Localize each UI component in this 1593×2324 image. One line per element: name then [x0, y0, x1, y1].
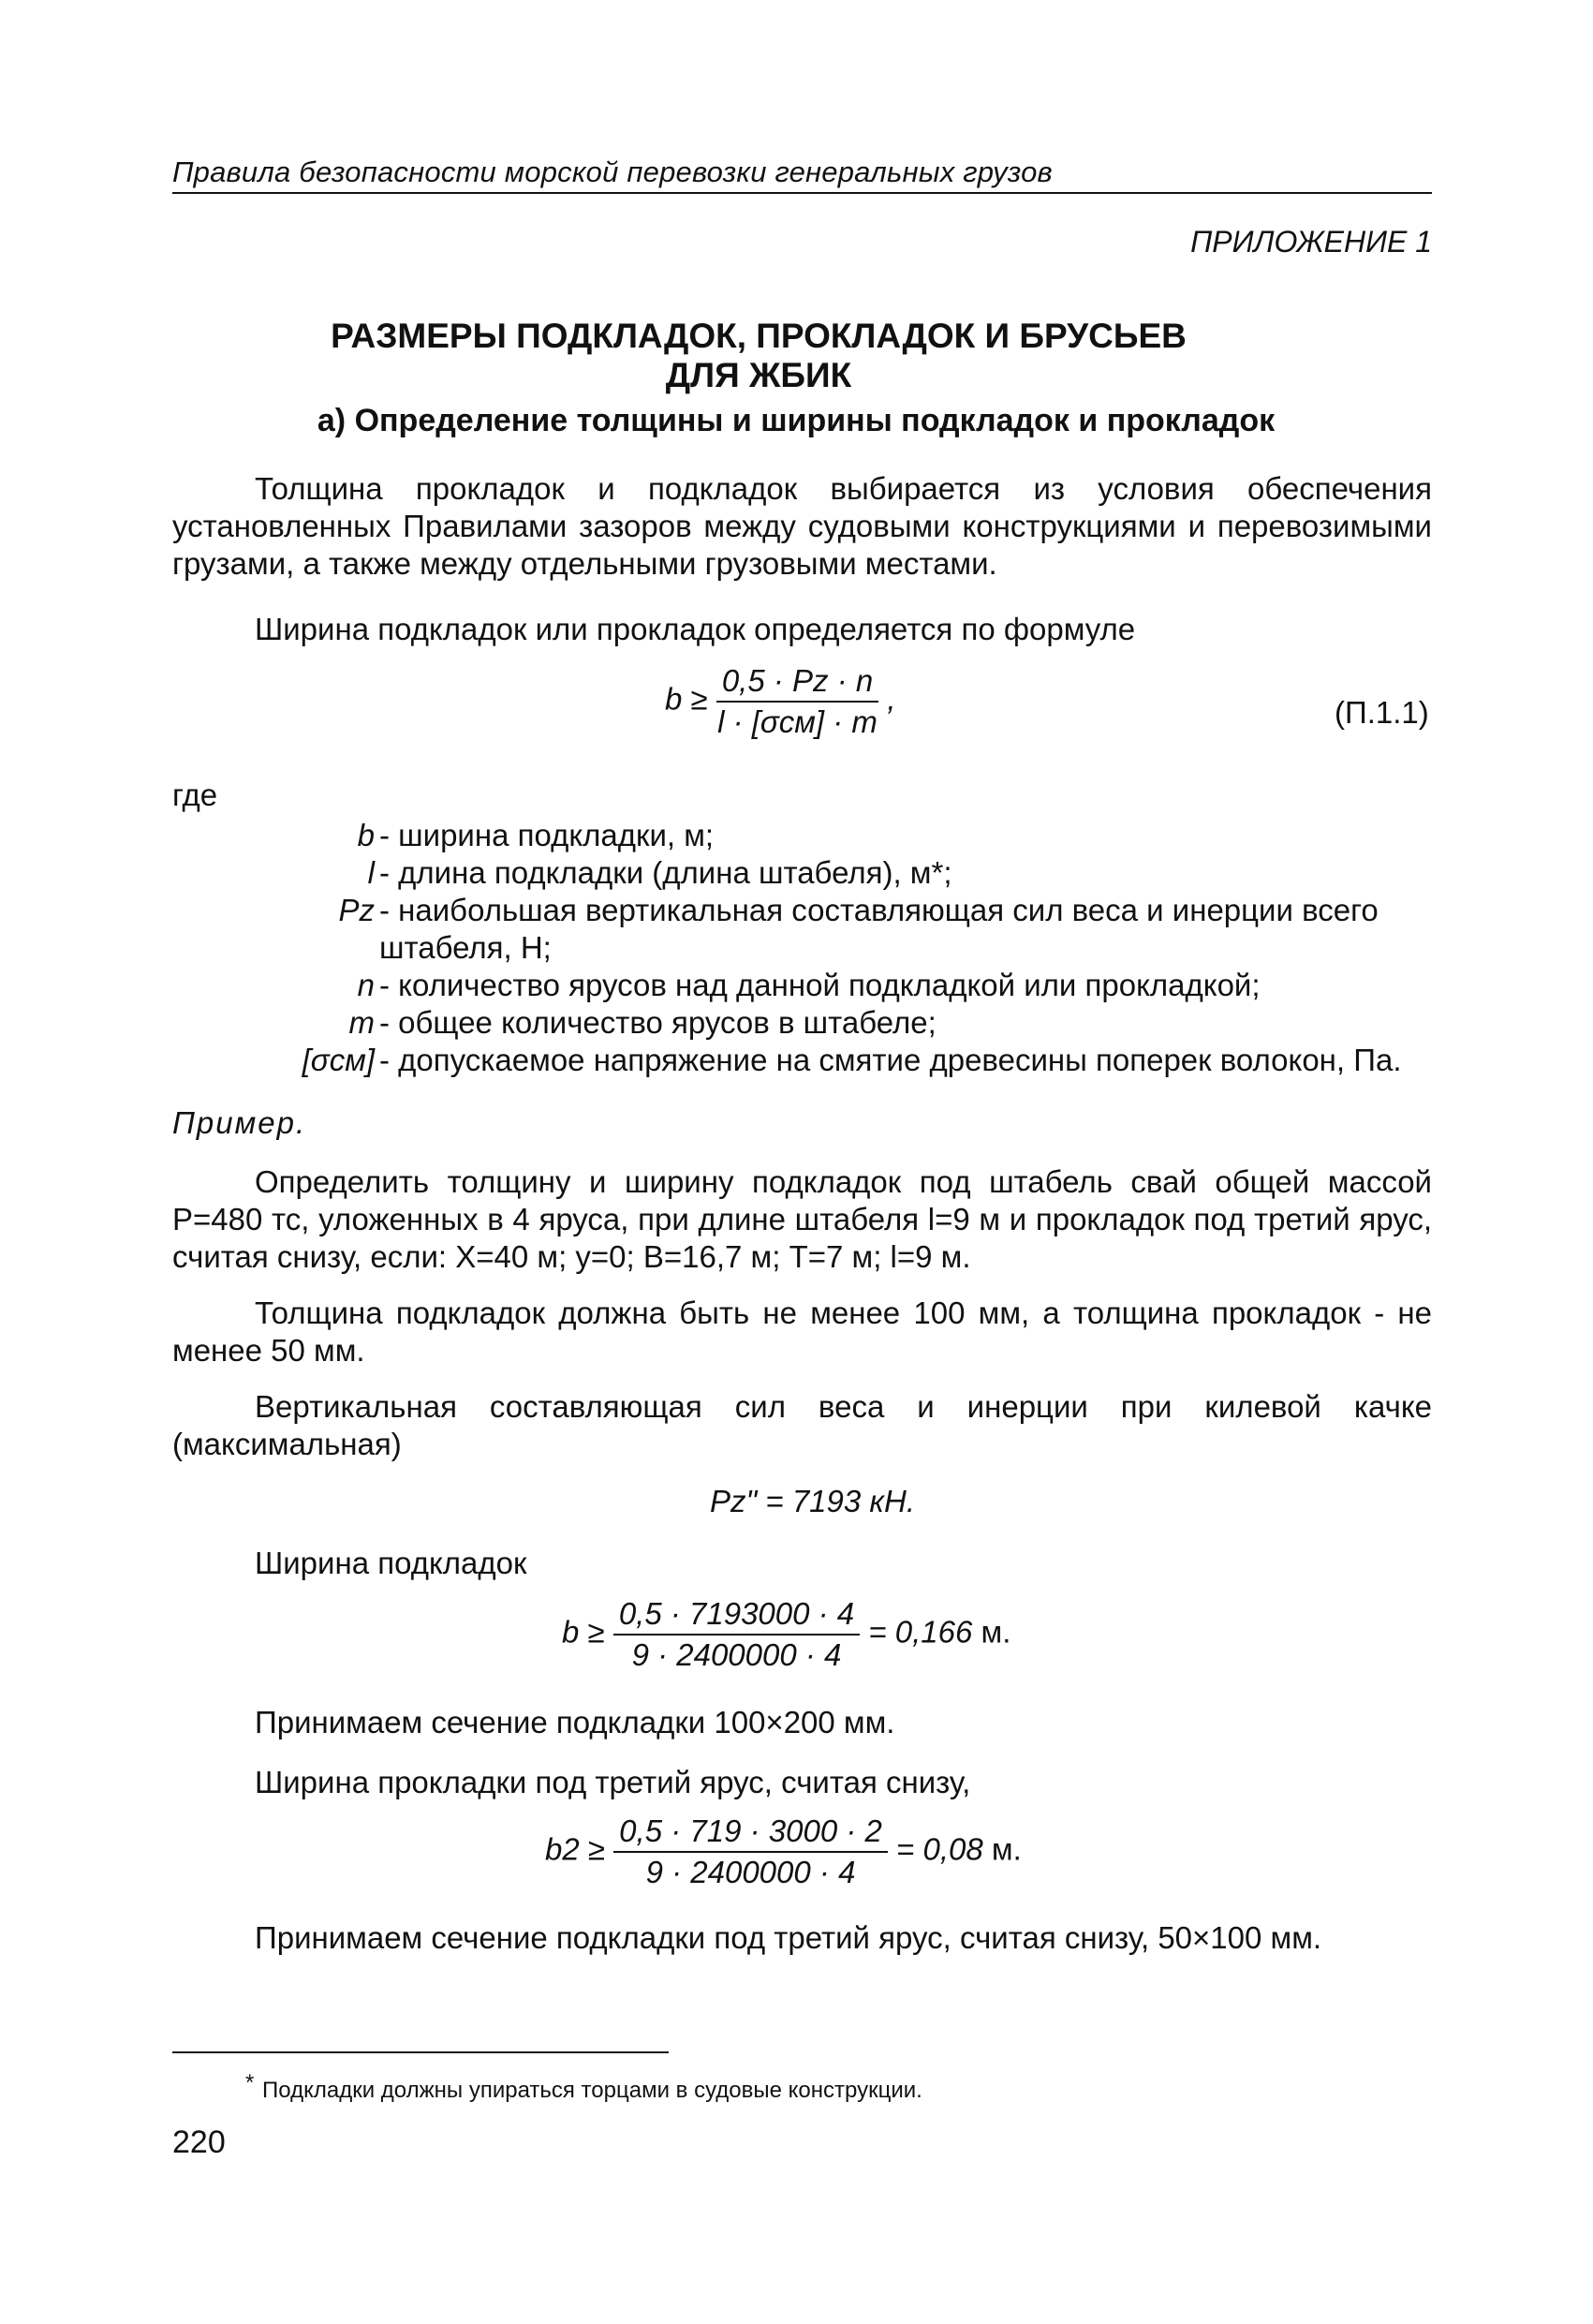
- legend-text: - количество ярусов над данной подкладкой или прокладкой;: [379, 968, 1261, 1002]
- footnote-rule: [172, 2051, 669, 2053]
- formula-number: (П.1.1): [1335, 695, 1429, 730]
- where-label: где: [172, 777, 218, 812]
- legend-text: - ширина подкладки, м;: [379, 818, 715, 852]
- example-heading: Пример.: [172, 1105, 307, 1140]
- formula-width-calc-fraction: [613, 1596, 860, 1673]
- formula-width: [665, 663, 896, 740]
- legend-symbol: n: [357, 968, 375, 1002]
- paragraph-width-formula-intro: Ширина подкладок или прокладок определяется по формуле: [255, 612, 1136, 646]
- footnote-marker: *: [245, 2070, 255, 2095]
- formula-width2-calc-fraction: [613, 1813, 888, 1890]
- width2-label: Ширина прокладки под третий ярус, считая снизу,: [255, 1765, 971, 1799]
- legend-item-pz: [0, 892, 1593, 967]
- formula-width2-calc-numerator: 0,5 · 719 · 3000 · 2: [613, 1813, 888, 1853]
- accept-section-2: Принимаем сечение подкладки под третий ярус, считая снизу, 50×100 мм.: [255, 1920, 1322, 1955]
- formula-width-calc-numerator: 0,5 · 7193000 · 4: [613, 1596, 860, 1636]
- legend-text: - наибольшая вертикальная составляющая сил веса и инерции всего штабеля, Н;: [379, 893, 1379, 965]
- formula-width-calc: [562, 1596, 1010, 1673]
- legend-symbol: m: [348, 1005, 375, 1040]
- formula-width-numerator: 0,5 · Pz · n: [716, 663, 878, 703]
- legend-item-l: [0, 854, 1593, 892]
- formula-width-calc-denominator: 9 · 2400000 · 4: [631, 1637, 842, 1672]
- formula-width-lhs: b ≥: [665, 681, 708, 717]
- accept-section-1: Принимаем сечение подкладки 100×200 мм.: [255, 1705, 895, 1739]
- formula-width-denominator: l · [σсм] · m: [717, 704, 878, 739]
- paragraph-thickness-intro: Толщина прокладок и подкладок выбирается из условия обеспечения установленных Правилами зазоров между судовыми конструкциями и перевозимыми грузами, а также между отдельными грузовыми местами.: [172, 471, 1432, 581]
- legend-symbol: [σсм]: [302, 1043, 375, 1077]
- formula-width2-calc: [545, 1813, 1022, 1890]
- example-paragraph: Определить толщину и ширину подкладок под штабель свай общей массой P=480 тс, уложенных в 4 яруса, при длине штабеля l=9 м и прокладок под третий ярус, считая снизу, если: X=40 м; y=0; B=16,7 м; T=7 м; l=9 м.: [172, 1164, 1432, 1274]
- formula-width-tail: ,: [887, 681, 896, 717]
- legend-text: - длина подкладки (длина штабеля), м*;: [379, 855, 952, 890]
- appendix-label: ПРИЛОЖЕНИЕ 1: [1190, 225, 1432, 259]
- formula-width-calc-unit: м.: [981, 1614, 1011, 1650]
- section-a-heading: а) Определение толщины и ширины подкладок и прокладок: [317, 403, 1276, 438]
- title-line-1: РАЗМЕРЫ ПОДКЛАДОК, ПРОКЛАДОК И БРУСЬЕВ: [331, 317, 1187, 355]
- title-line-2: ДЛЯ ЖБИК: [665, 356, 852, 394]
- formula-width2-calc-denominator: 9 · 2400000 · 4: [645, 1855, 856, 1889]
- legend-symbol: l: [367, 855, 375, 890]
- header-rule: [172, 192, 1432, 194]
- paragraph-min-thickness: Толщина подкладок должна быть не менее 100 мм, а толщина прокладок - не менее 50 мм.: [172, 1295, 1432, 1368]
- formula-width2-calc-unit: м.: [991, 1831, 1022, 1867]
- legend-item-b: [0, 817, 1593, 854]
- pz-value: Pz" = 7193 кН.: [710, 1484, 915, 1518]
- legend-item-sigma: [0, 1042, 1593, 1079]
- formula-width2-calc-lhs: b2 ≥: [545, 1831, 605, 1867]
- legend-symbol: b: [357, 818, 375, 852]
- running-header: Правила безопасности морской перевозки генеральных грузов: [172, 155, 1053, 188]
- formula-width-calc-result: = 0,166: [868, 1614, 973, 1650]
- paragraph-vertical-component: Вертикальная составляющая сил веса и инерции при килевой качке (максимальная): [172, 1389, 1432, 1461]
- legend-text: - общее количество ярусов в штабеле;: [379, 1005, 937, 1040]
- page-number: 220: [172, 2124, 226, 2160]
- legend-item-m: [0, 1004, 1593, 1042]
- width-label: Ширина подкладок: [255, 1546, 527, 1580]
- legend-symbol: Pz: [338, 893, 375, 927]
- legend-item-n: [0, 967, 1593, 1004]
- formula-width2-calc-result: = 0,08: [896, 1831, 983, 1867]
- formula-width-fraction: [716, 663, 878, 740]
- footnote: Подкладки должны упираться торцами в судовые конструкции.: [262, 2078, 922, 2103]
- formula-width-calc-lhs: b ≥: [562, 1614, 605, 1650]
- legend-text: - допускаемое напряжение на смятие древесины поперек волокон, Па.: [379, 1043, 1402, 1077]
